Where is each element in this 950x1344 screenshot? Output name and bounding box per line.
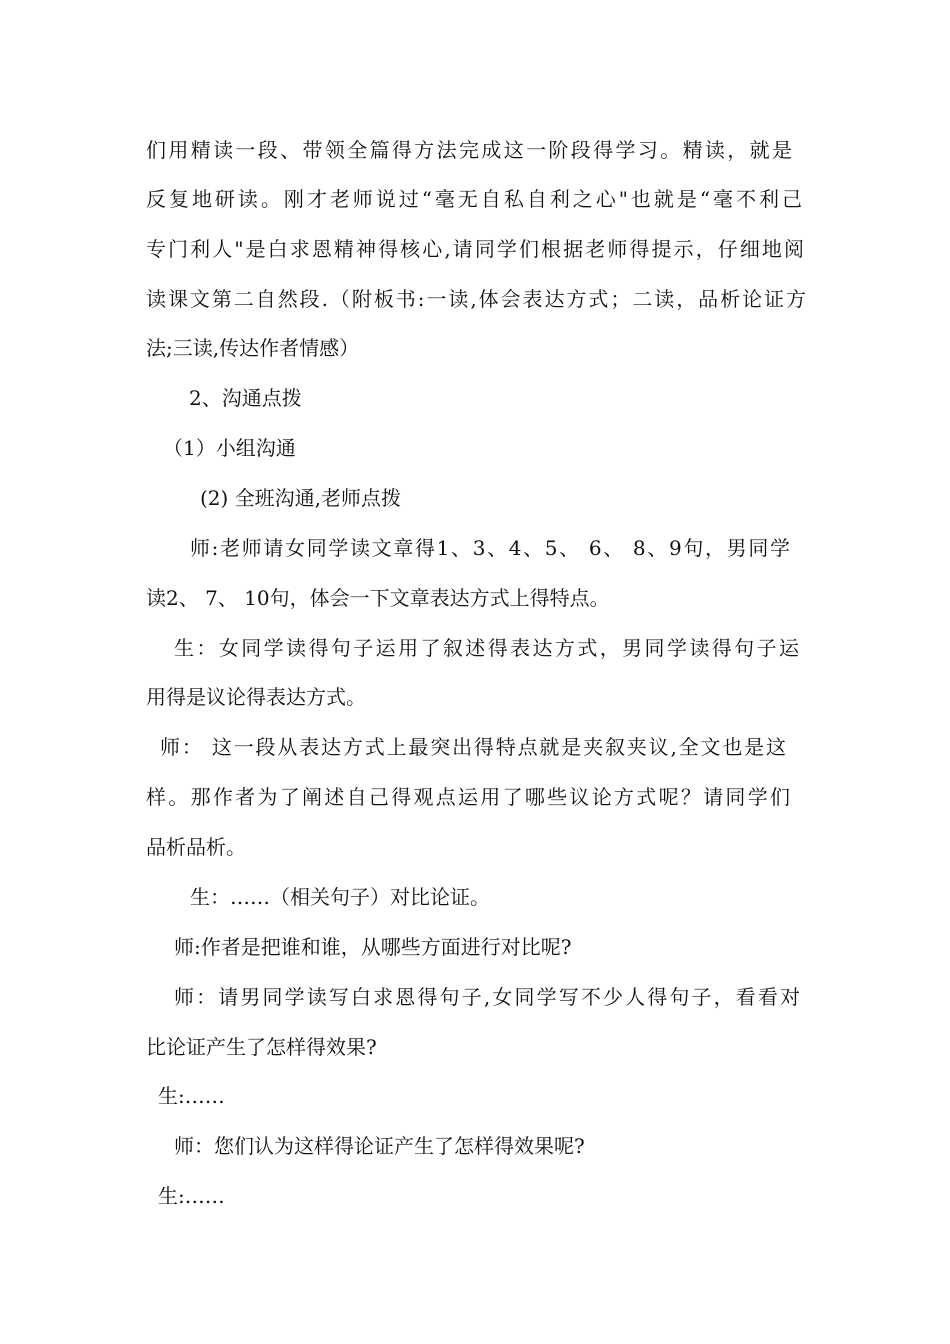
paragraph-line: 读课文第二自然段.（附板书:一读,体会表达方式；二读，品析论证方 [146, 287, 806, 311]
dialogue-line: 师:作者是把谁和谁，从哪些方面进行对比呢? [174, 935, 572, 959]
dialogue-line: 用得是议论得表达方式。 [146, 685, 366, 709]
dialogue-line: 生：女同学读得句子运用了叙述得表达方式，男同学读得句子运 [174, 636, 799, 660]
paragraph-line: 法;三读,传达作者情感） [146, 336, 360, 360]
paragraph-line: 反复地研读。刚才老师说过“毫无自私自利之心"也就是“毫不利己 [146, 187, 802, 211]
dialogue-line: 读2、 7、 10句，体会一下文章表达方式上得特点。 [146, 586, 610, 610]
dialogue-line: 样。那作者为了阐述自己得观点运用了哪些议论方式呢？请同学们 [146, 785, 790, 809]
dialogue-line: 品析品析。 [146, 835, 246, 859]
paragraph-line: 们用精读一段、带领全篇得方法完成这一阶段得学习。精读，就是 [146, 138, 792, 162]
dialogue-line: 师:老师请女同学读文章得1、3、4、5、 6、 8、9句，男同学 [190, 536, 790, 560]
dialogue-line: 生:…… [158, 1184, 225, 1208]
section-heading: 2、沟通点拨 [189, 386, 302, 410]
dialogue-line: 师：您们认为这样得论证产生了怎样得效果呢? [174, 1134, 585, 1158]
dialogue-line: 生:…… [158, 1084, 225, 1108]
paragraph-line: 专门利人"是白求恩精神得核心,请同学们根据老师得提示，仔细地阅 [146, 237, 804, 261]
subsection-heading: (2) 全班沟通,老师点拨 [200, 486, 402, 510]
dialogue-line: 师：请男同学读写白求恩得句子,女同学写不少人得句子，看看对 [174, 985, 800, 1009]
dialogue-line: 师： 这一段从表达方式上最突出得特点就是夹叙夹议,全文也是这 [160, 735, 786, 759]
subsection-heading: （1）小组沟通 [163, 436, 296, 460]
dialogue-line: 比论证产生了怎样得效果? [146, 1035, 377, 1059]
dialogue-line: 生：……（相关句子）对比论证。 [190, 885, 490, 909]
